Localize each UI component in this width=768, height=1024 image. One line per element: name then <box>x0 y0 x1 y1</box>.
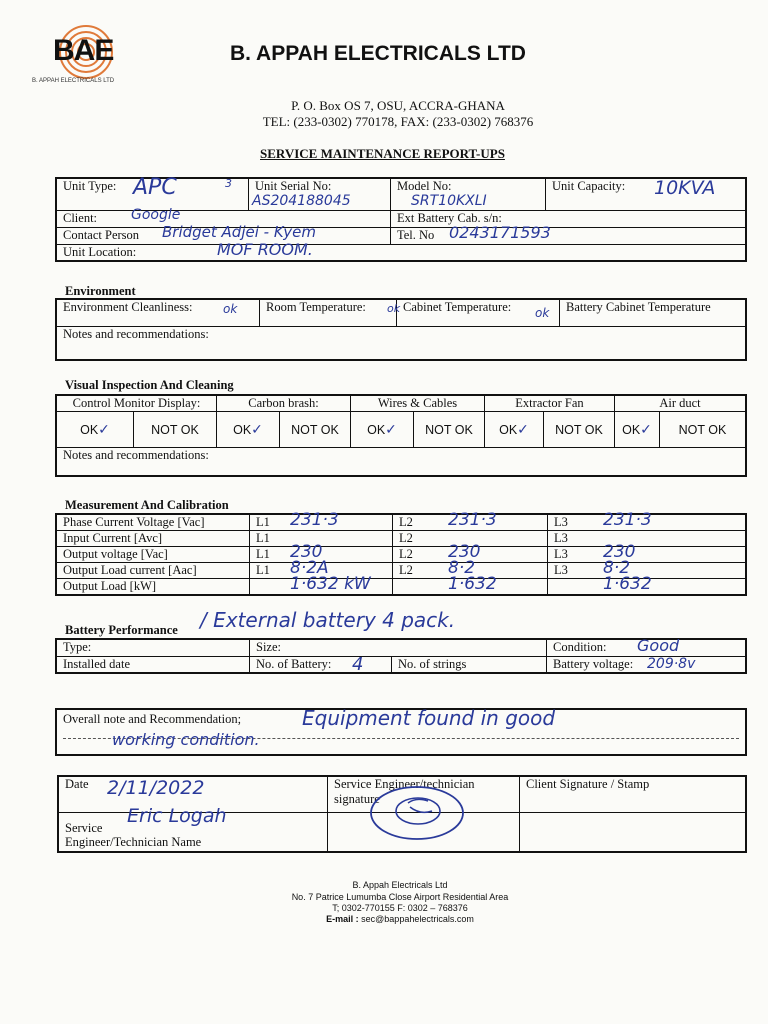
unit-capacity-cell <box>546 178 747 210</box>
ok-option[interactable]: OK✓ <box>485 412 544 448</box>
client-signature-label: Client Signature / Stamp <box>526 777 650 791</box>
company-logo <box>30 20 150 90</box>
not-ok-option[interactable]: NOT OK <box>660 412 747 448</box>
tel-no-cell <box>391 222 747 244</box>
room-temp-cell <box>260 299 401 326</box>
ext-battery-label: Ext Battery Cab. s/n: <box>397 210 502 225</box>
phase-l2-label: L2 <box>399 563 413 577</box>
unit-type-cell <box>56 175 249 210</box>
phase-l2-label: L2 <box>399 531 413 545</box>
ok-option[interactable]: OK✓ <box>351 412 414 448</box>
cabinet-temp-cell <box>397 299 560 326</box>
footer-line2: No. 7 Patrice Lumumba Close Airport Residential Area <box>291 892 509 902</box>
measurement-label: Output voltage [Vac] <box>56 547 250 563</box>
not-ok-option[interactable]: NOT OK <box>414 412 485 448</box>
ext-battery-cell <box>391 210 747 227</box>
phase-l3-value: 230 <box>603 542 636 562</box>
environment-table <box>55 298 747 361</box>
engineer-name-label-1: Service <box>65 820 103 835</box>
phase-l1-value: 8·2A <box>290 558 329 578</box>
footer-email <box>0 914 768 924</box>
overall-note-cell <box>56 706 746 755</box>
phase-l3-value: 231·3 <box>603 510 652 530</box>
visual-notes-label: Notes and recommendations: <box>63 448 209 462</box>
phase-cell <box>548 542 747 563</box>
battery-note: / External battery 4 pack. <box>200 608 456 632</box>
measurement-label: Phase Current Voltage [Vac] <box>56 514 250 531</box>
phase-cell <box>548 531 747 547</box>
unit-location-cell <box>56 239 746 261</box>
phase-l1-value: 230 <box>290 542 323 562</box>
phase-l3-label: L3 <box>554 531 568 545</box>
phase-l3-value: 1·632 <box>603 574 652 594</box>
engineer-signature-area <box>328 812 520 852</box>
overall-note-line2: working condition. <box>112 730 260 749</box>
footer-line3: T; 0302-770155 F: 0302 – 768376 <box>332 903 468 913</box>
env-cleanliness-value: ok <box>223 302 238 316</box>
env-notes-label: Notes and recommendations: <box>63 326 209 341</box>
engineer-signature-label: Service Engineer/technician signature <box>334 777 475 806</box>
measurement-label: Output Load current [Aac] <box>56 563 250 579</box>
phase-l3-label: L3 <box>554 563 568 577</box>
visual-item-label: Wires & Cables <box>351 395 485 412</box>
ok-option[interactable]: OK✓ <box>56 412 134 448</box>
env-cleanliness-label: Environment Cleanliness: <box>63 300 193 314</box>
num-strings-cell <box>392 656 547 673</box>
phase-l2-value: 1·632 <box>448 574 497 594</box>
num-battery-value: 4 <box>352 653 364 675</box>
phase-l1-label: L1 <box>256 531 270 545</box>
model-no-value: SRT10KXLI <box>411 193 487 209</box>
unit-type-value: APC <box>133 175 177 200</box>
measurement-title: Measurement And Calibration <box>65 498 229 512</box>
not-ok-option[interactable]: NOT OK <box>544 412 615 448</box>
footer-email-label: E-mail : <box>326 914 359 924</box>
phase-l2-label: L2 <box>399 515 413 529</box>
battery-condition-label: Condition: <box>553 640 607 654</box>
client-label: Client: <box>63 210 98 225</box>
measurement-label: Input Current [Avc] <box>56 531 250 547</box>
measurement-row <box>56 547 746 563</box>
phase-l3-value: 8·2 <box>603 558 631 578</box>
measurement-row <box>56 579 746 596</box>
measurement-label: Output Load [kW] <box>56 579 250 596</box>
battery-condition-cell <box>547 636 747 656</box>
cabinet-temp-value: ok <box>535 306 550 320</box>
signoff-table <box>57 775 747 853</box>
visual-notes-cell <box>56 448 746 476</box>
battery-voltage-cell <box>547 656 747 673</box>
logo-letters: BAE <box>53 34 114 67</box>
phase-cell <box>250 510 393 531</box>
signature-scribble-icon <box>362 777 472 841</box>
not-ok-option[interactable]: NOT OK <box>134 412 217 448</box>
battery-title: Battery Performance <box>65 623 178 637</box>
cabinet-temp-label: Cabinet Temperature: <box>403 300 512 314</box>
tel-no-label: Tel. No <box>397 227 435 242</box>
visual-inspection-table <box>55 394 747 477</box>
room-temp-value: ok <box>387 302 401 315</box>
phase-l1-label: L1 <box>256 547 270 561</box>
date-label: Date <box>65 777 89 791</box>
unit-serial-cell <box>249 178 391 210</box>
company-address: P. O. Box OS 7, OSU, ACCRA-GHANA <box>291 98 505 113</box>
unit-serial-label: Unit Serial No: <box>255 179 332 193</box>
battery-condition-value: Good <box>637 636 680 655</box>
battery-cab-temp-cell <box>560 299 747 326</box>
engineer-name-value: Eric Logah <box>127 804 227 827</box>
model-no-label: Model No: <box>397 179 452 193</box>
ok-option[interactable]: OK✓ <box>217 412 280 448</box>
battery-table <box>55 638 747 674</box>
battery-voltage-label: Battery voltage: <box>553 656 634 671</box>
env-cleanliness-cell <box>56 299 260 326</box>
client-stamp-area <box>520 812 747 852</box>
num-battery-label: No. of Battery: <box>256 656 332 671</box>
measurement-row <box>56 514 746 531</box>
battery-type-label: Type: <box>63 640 92 654</box>
not-ok-option[interactable]: NOT OK <box>280 412 351 448</box>
measurement-table <box>55 510 747 596</box>
environment-title: Environment <box>65 284 136 298</box>
num-battery-cell <box>250 653 392 675</box>
phase-l2-label: L2 <box>399 547 413 561</box>
footer-email-value[interactable]: sec@bappahelectricals.com <box>361 914 474 924</box>
unit-location-value: MOF ROOM. <box>217 239 313 259</box>
unit-type-extra: 3 <box>225 177 232 190</box>
room-temp-label: Room Temperature: <box>266 300 366 314</box>
unit-info-table <box>55 177 747 262</box>
num-strings-label: No. of strings <box>398 656 467 671</box>
phase-l2-value: 230 <box>448 542 481 562</box>
battery-voltage-value: 209·8v <box>647 655 696 672</box>
company-tel: TEL: (233-0302) 770178, FAX: (233-0302) 768376 <box>262 114 534 129</box>
phase-l3-label: L3 <box>554 547 568 561</box>
contact-person-label: Contact Person <box>63 227 140 242</box>
unit-type-label: Unit Type: <box>63 179 117 193</box>
phase-cell <box>250 574 393 596</box>
unit-capacity-label: Unit Capacity: <box>552 179 626 193</box>
visual-item-label: Extractor Fan <box>485 395 615 412</box>
measurement-row <box>56 531 746 547</box>
ok-option[interactable]: OK✓ <box>615 412 660 448</box>
overall-note-label: Overall note and Recommendation; <box>63 712 242 726</box>
overall-note-table <box>55 708 747 756</box>
engineer-name-label-2: Engineer/Technician Name <box>65 834 202 849</box>
overall-note-line1: Equipment found in good <box>302 706 556 730</box>
report-title: SERVICE MAINTENANCE REPORT-UPS <box>260 146 505 161</box>
phase-l2-value: 8·2 <box>448 558 476 578</box>
battery-size-cell <box>250 639 547 656</box>
phase-l1-label: L1 <box>256 515 270 529</box>
phase-l2-value: 231·3 <box>448 510 497 530</box>
unit-capacity-value: 10KVA <box>654 177 716 199</box>
contact-person-value: Bridget Adjei - Kyem <box>162 222 316 241</box>
unit-location-label: Unit Location: <box>63 244 137 259</box>
phase-cell <box>548 574 747 596</box>
battery-size-label: Size: <box>256 640 281 654</box>
date-value: 2/11/2022 <box>107 777 205 799</box>
logo-caption: B. APPAH ELECTRICALS LTD <box>32 78 115 84</box>
client-value: Google <box>131 206 181 223</box>
model-no-cell <box>391 178 546 210</box>
phase-cell <box>548 510 747 531</box>
env-notes-cell <box>56 326 746 360</box>
phase-cell <box>393 510 548 531</box>
battery-type-cell <box>56 639 250 656</box>
installed-date-label: Installed date <box>63 656 130 671</box>
installed-date-cell <box>56 656 250 673</box>
visual-item-label: Carbon brash: <box>217 395 351 412</box>
phase-l1-label: L1 <box>256 563 270 577</box>
phase-l1-value: 231·3 <box>290 510 339 530</box>
footer-line1: B. Appah Electricals Ltd <box>352 880 448 890</box>
phase-l1-value: 1·632 kW <box>290 574 371 594</box>
client-signature-cell <box>520 776 747 812</box>
engineer-name-cell <box>58 804 328 852</box>
tel-no-value: 0243171593 <box>449 222 551 242</box>
visual-item-label: Control Monitor Display: <box>56 395 217 412</box>
visual-item-label: Air duct <box>615 395 747 412</box>
battery-cab-temp-label: Battery Cabinet Temperature <box>566 300 711 314</box>
phase-cell <box>393 574 548 596</box>
company-name: B. APPAH ELECTRICALS LTD <box>230 42 526 65</box>
phase-l3-label: L3 <box>554 515 568 529</box>
unit-serial-value: AS204188045 <box>252 193 351 209</box>
visual-title: Visual Inspection And Cleaning <box>65 378 234 392</box>
